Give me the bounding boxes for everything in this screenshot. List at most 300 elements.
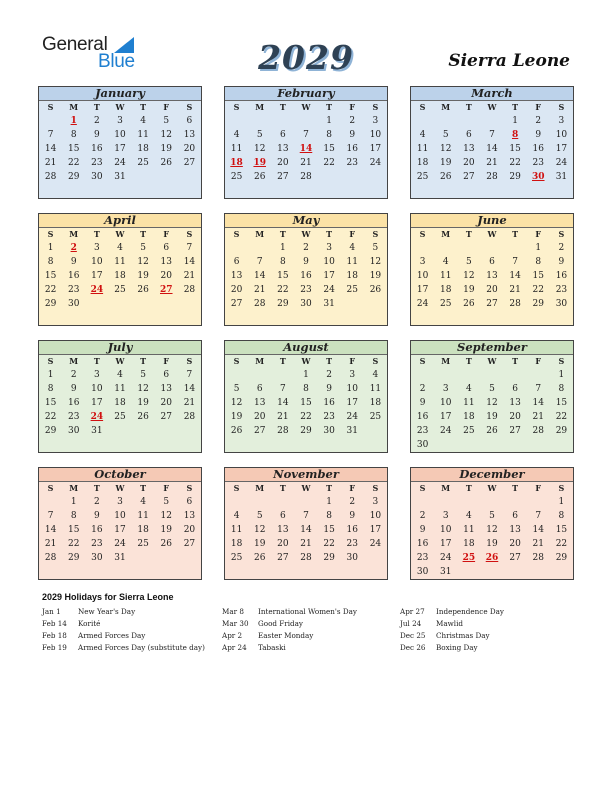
week-row (39, 269, 201, 283)
day-cell: 4 (349, 243, 356, 253)
day-cell: 15 (67, 525, 80, 535)
week-row (225, 142, 387, 156)
day-cell: 24 (369, 539, 382, 549)
day-cell: 2 (303, 243, 309, 253)
month-title: May (225, 214, 387, 228)
weekday-label: W (115, 483, 125, 493)
day-cell: 14 (532, 398, 544, 408)
day-cell: 25 (439, 299, 452, 309)
weekday-label: M (69, 229, 79, 239)
day-cell: 24 (439, 426, 452, 436)
day-cell: 23 (67, 285, 80, 295)
day-cell: 10 (114, 130, 126, 140)
month-title: October (39, 468, 201, 482)
holiday-item (400, 630, 504, 642)
empty-day (457, 114, 480, 128)
week-row (39, 156, 201, 170)
holiday-item (400, 618, 504, 630)
holiday-date: Mar 8 (222, 607, 244, 616)
day-cell: 2 (326, 370, 332, 380)
day-cell: 5 (163, 497, 170, 507)
day-cell: 6 (186, 116, 193, 126)
day-cell: 27 (230, 299, 243, 309)
day-cell: 3 (442, 511, 449, 521)
day-cell: 1 (326, 497, 332, 507)
empty-day (411, 495, 434, 509)
empty-day (527, 495, 550, 509)
day-cell: 11 (137, 130, 149, 140)
empty-day (504, 438, 527, 452)
holiday-date: Feb 19 (42, 643, 67, 652)
holiday-date: Apr 27 (400, 607, 425, 616)
day-cell: 14 (532, 525, 544, 535)
empty-day (178, 170, 201, 184)
weekday-label: T (279, 229, 286, 239)
empty-day (318, 170, 341, 184)
weekday-label: S (558, 229, 565, 239)
day-cell: 6 (279, 511, 286, 521)
day-cell: 14 (44, 525, 57, 535)
week-row (39, 396, 201, 410)
month-title: March (411, 87, 573, 101)
day-cell: 9 (70, 384, 77, 394)
empty-day (457, 495, 480, 509)
holiday-name: Easter Monday (258, 631, 314, 640)
day-cell: 11 (346, 257, 358, 267)
weekday-label: M (441, 356, 451, 366)
empty-day (504, 368, 527, 382)
weekday-label: S (419, 356, 426, 366)
weekday-label: W (301, 483, 311, 493)
day-cell: 26 (253, 172, 266, 182)
day-cell: 27 (509, 426, 521, 436)
weekday-label: F (349, 229, 356, 239)
week-row (39, 170, 201, 184)
day-cell: 19 (253, 158, 266, 168)
weekday-header (225, 482, 387, 495)
day-cell: 22 (532, 285, 544, 295)
month-title: September (411, 341, 573, 355)
day-cell: 8 (558, 511, 565, 521)
day-cell: 1 (558, 370, 565, 380)
empty-day (225, 241, 248, 255)
week-row (411, 368, 573, 382)
day-cell: 18 (114, 398, 126, 408)
weekday-label: F (163, 356, 170, 366)
day-cell: 13 (509, 398, 521, 408)
day-cell: 14 (509, 271, 521, 281)
day-cell: 7 (303, 130, 309, 140)
day-cell: 29 (277, 299, 289, 309)
day-cell: 25 (230, 172, 243, 182)
empty-day (341, 170, 364, 184)
day-cell: 11 (114, 384, 126, 394)
empty-day (108, 424, 131, 438)
empty-day (411, 368, 434, 382)
weekday-label: F (163, 102, 170, 112)
day-cell: 24 (416, 299, 429, 309)
day-cell: 22 (300, 412, 312, 422)
day-cell: 20 (183, 525, 196, 535)
day-cell: 19 (160, 144, 172, 154)
week-row (411, 128, 573, 142)
weekday-label: S (372, 229, 379, 239)
day-cell: 2 (419, 384, 426, 394)
day-cell: 30 (91, 553, 103, 563)
day-cell: 18 (114, 271, 126, 281)
weekday-label: W (301, 102, 311, 112)
holiday-column (222, 606, 357, 654)
day-cell: 26 (160, 539, 172, 549)
holiday-name: Tabaski (258, 643, 286, 652)
day-cell: 13 (183, 130, 196, 140)
day-cell: 3 (117, 497, 123, 507)
day-cell: 26 (463, 299, 475, 309)
weekday-label: T (465, 483, 472, 493)
empty-day (341, 297, 364, 311)
day-cell: 17 (91, 398, 103, 408)
day-cell: 3 (372, 116, 379, 126)
day-cell: 28 (509, 299, 521, 309)
day-cell: 2 (419, 511, 426, 521)
day-cell: 23 (416, 553, 429, 563)
day-cell: 17 (555, 144, 568, 154)
day-cell: 20 (509, 412, 521, 422)
day-cell: 6 (465, 130, 472, 140)
month-title: June (411, 214, 573, 228)
day-cell: 16 (346, 144, 358, 154)
day-cell: 3 (93, 243, 100, 253)
holiday-item (42, 618, 205, 630)
day-cell: 6 (512, 511, 518, 521)
weekday-label: M (69, 356, 79, 366)
holiday-item (42, 642, 205, 654)
day-cell: 29 (509, 172, 521, 182)
day-cell: 12 (463, 271, 475, 281)
day-cell: 24 (90, 412, 104, 422)
holiday-item (222, 606, 357, 618)
holiday-item (42, 606, 205, 618)
day-cell: 29 (44, 426, 57, 436)
day-cell: 13 (230, 271, 243, 281)
day-cell: 29 (67, 172, 80, 182)
day-cell: 22 (555, 539, 568, 549)
day-cell: 25 (463, 426, 475, 436)
weekday-label: F (163, 483, 170, 493)
day-cell: 15 (509, 144, 521, 154)
empty-day (527, 438, 550, 452)
day-cell: 16 (67, 271, 80, 281)
day-cell: 21 (532, 412, 544, 422)
weekday-label: M (69, 483, 79, 493)
day-cell: 30 (555, 299, 568, 309)
day-cell: 5 (489, 511, 495, 521)
holiday-item (222, 618, 357, 630)
month-title: December (411, 468, 573, 482)
day-cell: 30 (67, 299, 80, 309)
week-row (39, 142, 201, 156)
weekday-header (39, 228, 201, 241)
week-row (411, 565, 573, 579)
day-cell: 24 (90, 285, 104, 295)
day-cell: 1 (535, 243, 542, 253)
day-cell: 19 (486, 412, 498, 422)
empty-day (411, 114, 434, 128)
day-cell: 27 (253, 426, 266, 436)
day-cell: 4 (140, 497, 146, 507)
day-cell: 3 (117, 116, 123, 126)
week-row (39, 509, 201, 523)
month-title: August (225, 341, 387, 355)
day-cell: 19 (486, 539, 498, 549)
week-row (225, 424, 387, 438)
day-cell: 26 (230, 426, 243, 436)
holiday-name: Christmas Day (436, 631, 490, 640)
day-cell: 13 (277, 525, 289, 535)
day-cell: 4 (465, 384, 472, 394)
day-cell: 25 (416, 172, 429, 182)
weekday-label: S (372, 356, 379, 366)
week-row (225, 170, 387, 184)
weekday-label: M (255, 102, 265, 112)
holiday-item (222, 642, 357, 654)
day-cell: 29 (555, 426, 568, 436)
day-cell: 11 (463, 525, 475, 535)
week-row (411, 283, 573, 297)
day-cell: 1 (512, 116, 518, 126)
day-cell: 7 (186, 370, 193, 380)
week-row (225, 241, 387, 255)
day-cell: 28 (183, 412, 196, 422)
day-cell: 1 (303, 370, 309, 380)
week-row (39, 283, 201, 297)
weekday-header (225, 101, 387, 114)
day-cell: 25 (137, 158, 149, 168)
day-cell: 9 (303, 257, 309, 267)
empty-day (504, 565, 527, 579)
empty-day (225, 114, 248, 128)
empty-day (457, 241, 480, 255)
day-cell: 1 (47, 370, 54, 380)
day-cell: 7 (186, 243, 193, 253)
day-cell: 27 (486, 299, 498, 309)
day-cell: 21 (277, 412, 289, 422)
day-cell: 11 (369, 384, 382, 394)
holiday-name: New Year's Day (78, 607, 136, 616)
weekday-label: S (47, 229, 54, 239)
day-cell: 15 (555, 525, 568, 535)
holiday-name: Good Friday (258, 619, 303, 628)
day-cell: 2 (70, 243, 77, 253)
day-cell: 7 (47, 130, 54, 140)
day-cell: 10 (369, 130, 382, 140)
weekday-label: S (558, 102, 565, 112)
month-july (38, 340, 202, 453)
weekday-label: F (535, 229, 542, 239)
day-cell: 28 (44, 553, 57, 563)
day-cell: 1 (70, 497, 77, 507)
week-row (225, 495, 387, 509)
day-cell: 23 (323, 412, 335, 422)
day-cell: 13 (160, 257, 172, 267)
day-cell: 13 (253, 398, 266, 408)
week-row (411, 241, 573, 255)
holiday-date: Feb 14 (42, 619, 67, 628)
month-title: April (39, 214, 201, 228)
day-cell: 21 (532, 539, 544, 549)
day-cell: 31 (114, 553, 126, 563)
day-cell: 14 (183, 257, 196, 267)
empty-day (457, 368, 480, 382)
weekday-label: S (419, 229, 426, 239)
day-cell: 17 (439, 412, 452, 422)
day-cell: 1 (47, 243, 54, 253)
empty-day (178, 551, 201, 565)
day-cell: 25 (137, 539, 149, 549)
holiday-date: Jul 24 (400, 619, 422, 628)
weekday-label: T (326, 229, 333, 239)
weekday-label: S (47, 483, 54, 493)
holiday-column (400, 606, 504, 654)
day-cell: 12 (160, 511, 172, 521)
empty-day (480, 368, 503, 382)
week-row (225, 523, 387, 537)
week-row (225, 255, 387, 269)
weekday-header (39, 101, 201, 114)
empty-day (225, 368, 248, 382)
day-cell: 4 (419, 130, 426, 140)
weekday-label: S (233, 229, 240, 239)
day-cell: 5 (489, 384, 495, 394)
day-cell: 19 (369, 271, 382, 281)
week-row (411, 537, 573, 551)
day-cell: 10 (91, 384, 103, 394)
day-cell: 8 (326, 130, 332, 140)
day-cell: 19 (230, 412, 243, 422)
day-cell: 22 (44, 412, 57, 422)
day-cell: 18 (439, 285, 452, 295)
weekday-header (39, 355, 201, 368)
empty-day (480, 114, 503, 128)
week-row (411, 551, 573, 565)
empty-day (550, 565, 573, 579)
week-row (39, 382, 201, 396)
week-row (411, 509, 573, 523)
day-cell: 31 (91, 426, 103, 436)
weekday-label: M (69, 102, 79, 112)
week-row (225, 368, 387, 382)
weekday-label: S (233, 102, 240, 112)
day-cell: 4 (117, 243, 123, 253)
weekday-header (225, 228, 387, 241)
day-cell: 22 (323, 158, 335, 168)
day-cell: 1 (326, 116, 332, 126)
holiday-column (42, 606, 205, 654)
empty-day (434, 114, 457, 128)
day-cell: 4 (465, 511, 472, 521)
day-cell: 20 (509, 539, 521, 549)
empty-day (155, 551, 178, 565)
day-cell: 7 (489, 130, 495, 140)
day-cell: 21 (509, 285, 521, 295)
weekday-label: F (163, 229, 170, 239)
month-december (410, 467, 574, 580)
day-cell: 11 (114, 257, 126, 267)
day-cell: 17 (91, 271, 103, 281)
day-cell: 14 (486, 144, 498, 154)
day-cell: 8 (70, 511, 77, 521)
day-cell: 23 (555, 285, 568, 295)
month-march (410, 86, 574, 199)
week-row (411, 523, 573, 537)
holiday-date: Apr 24 (222, 643, 247, 652)
holiday-date: Dec 26 (400, 643, 426, 652)
day-cell: 13 (486, 271, 498, 281)
empty-day (480, 565, 503, 579)
day-cell: 23 (346, 158, 358, 168)
day-cell: 13 (277, 144, 289, 154)
day-cell: 10 (369, 511, 382, 521)
day-cell: 22 (555, 412, 568, 422)
empty-day (132, 551, 155, 565)
day-cell: 31 (114, 172, 126, 182)
weekday-label: T (465, 229, 472, 239)
day-cell: 27 (183, 158, 196, 168)
day-cell: 20 (277, 539, 289, 549)
day-cell: 27 (160, 412, 172, 422)
day-cell: 26 (485, 553, 499, 563)
day-cell: 30 (416, 567, 429, 577)
day-cell: 10 (91, 257, 103, 267)
day-cell: 6 (279, 130, 286, 140)
week-row (225, 509, 387, 523)
day-cell: 15 (44, 398, 57, 408)
day-cell: 20 (463, 158, 475, 168)
day-cell: 7 (279, 384, 286, 394)
day-cell: 25 (114, 285, 126, 295)
empty-day (271, 495, 294, 509)
holiday-name: Armed Forces Day (78, 631, 146, 640)
day-cell: 28 (277, 426, 289, 436)
week-row (225, 156, 387, 170)
day-cell: 1 (279, 243, 286, 253)
weekday-label: S (419, 102, 426, 112)
empty-day (271, 114, 294, 128)
day-cell: 23 (416, 426, 429, 436)
empty-day (108, 297, 131, 311)
day-cell: 28 (44, 172, 57, 182)
day-cell: 23 (91, 539, 103, 549)
day-cell: 2 (93, 116, 100, 126)
day-cell: 20 (253, 412, 266, 422)
day-cell: 24 (346, 412, 358, 422)
day-cell: 14 (300, 525, 312, 535)
day-cell: 4 (233, 130, 240, 140)
day-cell: 22 (67, 158, 80, 168)
week-row (411, 297, 573, 311)
empty-day (248, 368, 271, 382)
day-cell: 8 (279, 257, 286, 267)
month-january (38, 86, 202, 199)
day-cell: 7 (47, 511, 54, 521)
day-cell: 17 (323, 271, 335, 281)
day-cell: 9 (419, 398, 426, 408)
weekday-label: W (115, 229, 125, 239)
day-cell: 25 (346, 285, 358, 295)
day-cell: 8 (47, 384, 54, 394)
day-cell: 17 (416, 285, 429, 295)
day-cell: 30 (346, 553, 358, 563)
